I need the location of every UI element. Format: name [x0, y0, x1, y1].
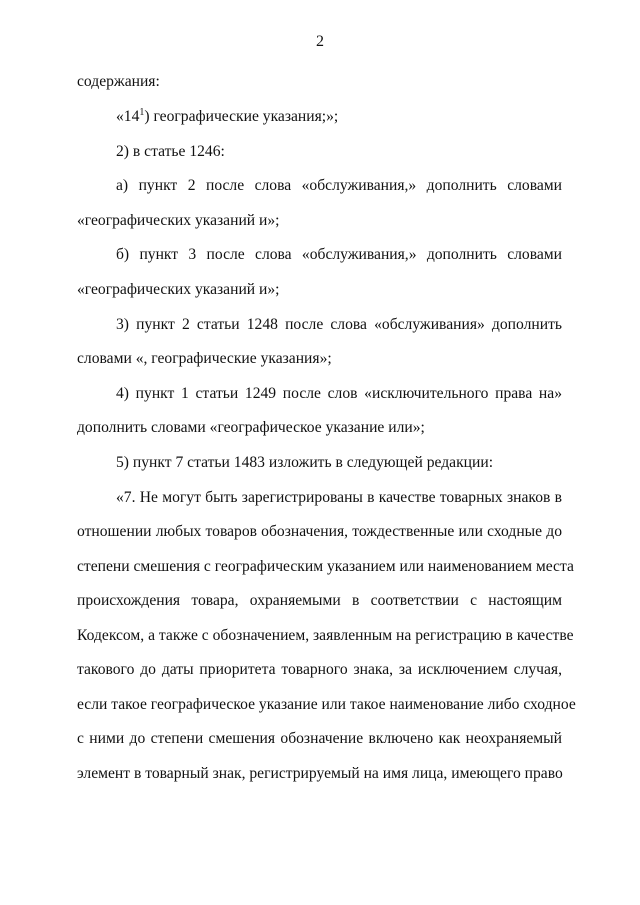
text-line-11: дополнить словами «географическое указание или»;: [77, 419, 425, 436]
text-line-10: 4) пункт 1 статьи 1249 после слов «исключительного права на»: [116, 385, 562, 402]
text-line-7: «географических указаний и»;: [77, 281, 280, 298]
text-line-13: «7. Не могут быть зарегистрированы в качестве товарных знаков в: [116, 489, 562, 506]
text-line-17: Кодексом, а также с обозначением, заявленным на регистрацию в качестве: [77, 627, 574, 644]
text-line-9: словами «, географические указания»;: [77, 350, 332, 367]
text-line-16: происхождения товара, охраняемыми в соответствии с настоящим: [77, 592, 562, 609]
text-line-6: б) пункт 3 после слова «обслуживания,» дополнить словами: [116, 246, 562, 263]
text-line-15: степени смешения с географическим указанием или наименованием места: [77, 558, 574, 575]
item-text: ) географические указания;»;: [144, 108, 339, 125]
text-line-19: если такое географическое указание или такое наименование либо сходное: [77, 696, 576, 713]
text-line-4: а) пункт 2 после слова «обслуживания,» дополнить словами: [116, 177, 562, 194]
item-number-prefix: «14: [116, 108, 140, 125]
text-line-14: отношении любых товаров обозначения, тождественные или сходные до: [77, 523, 562, 540]
text-line-20: с ними до степени смешения обозначение включено как неохраняемый: [77, 730, 562, 747]
text-line-2: [116, 107, 562, 127]
superscript-marker: 1: [139, 106, 145, 118]
text-line-21: элемент в товарный знак, регистрируемый на имя лица, имеющего право: [77, 765, 563, 782]
text-line-5: «географических указаний и»;: [77, 212, 280, 229]
text-line-1: содержания:: [77, 73, 160, 90]
page-number: 2: [316, 33, 324, 50]
text-line-8: 3) пункт 2 статьи 1248 после слова «обслуживания» дополнить: [116, 316, 562, 333]
text-line-18: такового до даты приоритета товарного знака, за исключением случая,: [77, 661, 562, 678]
text-line-12: 5) пункт 7 статьи 1483 изложить в следующей редакции:: [116, 454, 494, 471]
text-line-3: 2) в статье 1246:: [116, 143, 225, 160]
